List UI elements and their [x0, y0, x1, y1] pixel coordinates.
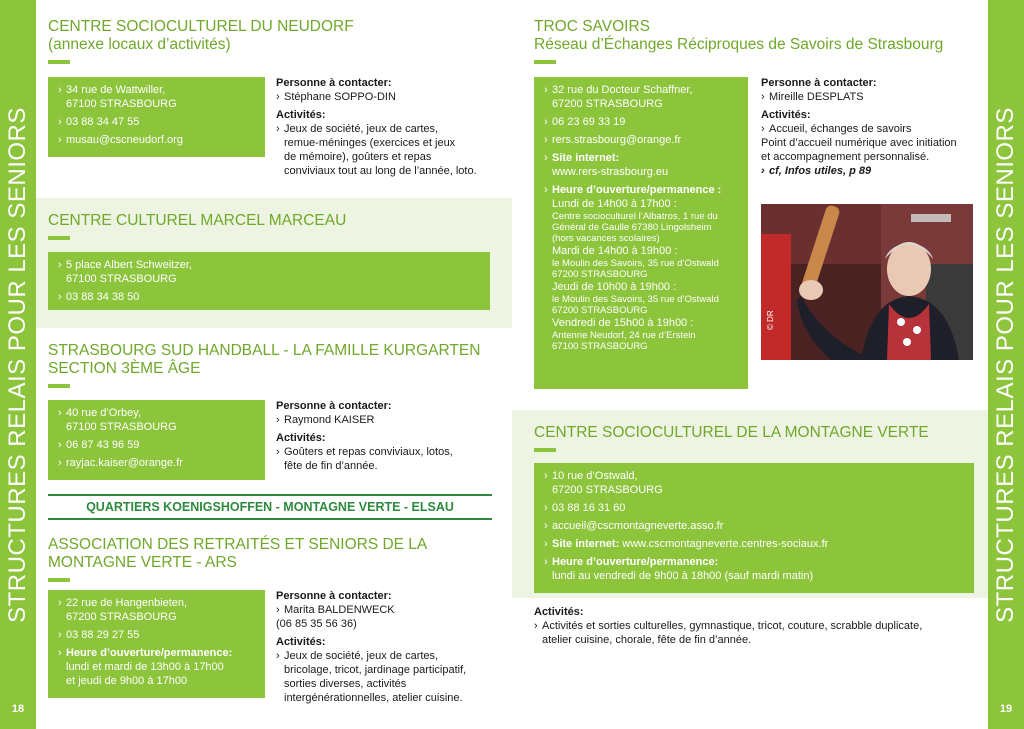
neudorf-address: › 34 rue de Wattwiller, 67100 STRASBOURG	[58, 83, 257, 111]
troc-activities-label: Activités:	[761, 109, 811, 121]
neudorf-activity-line: › Jeux de société, jeux de cartes,	[276, 122, 506, 136]
ars-activity-line: intergénérationnelles, atelier cuisine.	[284, 692, 463, 704]
montagne-web-label: Site internet:	[552, 538, 620, 550]
ars-hours: › Heure d’ouverture/permanence: lundi et mardi de 13h00 à 17h00 et jeudi de 9h00 à 17h00	[58, 646, 257, 688]
troc-title-line2: Réseau d’Échanges Réciproques de Savoirs de Strasbourg	[534, 36, 944, 53]
district-banner: QUARTIERS KOENIGSHOFFEN - MONTAGNE VERTE - ELSAU	[48, 494, 492, 520]
senior-woman-photo	[761, 204, 973, 360]
montagne-activity-line: atelier cuisine, chorale, fête de fin d’année.	[542, 634, 752, 646]
marceau-contact-box	[48, 252, 490, 310]
troc-hours-label: › Heure d’ouverture/permanence :	[552, 184, 722, 196]
montagne-activities-label: Activités:	[534, 606, 584, 618]
neudorf-activity-line: remue-méninges (exercices et jeux	[284, 137, 456, 149]
neudorf-title	[48, 18, 354, 54]
ars-title-line2: MONTAGNE VERTE - ARS	[48, 554, 237, 571]
handball-contact-box	[48, 400, 265, 480]
troc-note: Point d’accueil numérique avec initiation	[761, 137, 957, 149]
ars-title	[48, 536, 427, 572]
neudorf-activity-line: conviviaux tout au long de l’année, loto.	[284, 165, 477, 177]
handball-contact-label: Personne à contacter:	[276, 400, 392, 412]
ars-contact-box	[48, 590, 265, 698]
troc-slot-place: Général de Gaulle 67380 Lingolsheim	[552, 222, 712, 233]
neudorf-contact-box	[48, 77, 265, 157]
marceau-title: CENTRE CULTUREL MARCEL MARCEAU	[48, 212, 347, 229]
page-number-right: 19	[999, 703, 1013, 715]
right-side-band	[988, 0, 1024, 729]
ars-info	[276, 589, 506, 705]
troc-address: › 32 rue du Docteur Schaffner, 67200 STRASBOURG	[544, 83, 740, 111]
troc-slot-day: Mardi de 14h00 à 19h00 :	[552, 245, 678, 257]
montagne-activities	[534, 605, 974, 647]
handball-address: › 40 rue d’Orbey, 67100 STRASBOURG	[58, 406, 257, 434]
troc-web-link[interactable]: www.rers-strasbourg.eu	[552, 166, 669, 178]
neudorf-title-line2: (annexe locaux d’activités)	[48, 36, 231, 53]
ars-phone: › 03 88 29 27 55	[58, 628, 257, 642]
montagne-web-link[interactable]: www.cscmontagneverte.centres-sociaux.fr	[622, 538, 829, 550]
neudorf-phone: › 03 88 34 47 55	[58, 115, 257, 129]
neudorf-underline	[48, 60, 70, 64]
montagne-website	[544, 537, 966, 551]
troc-contact-box	[534, 77, 748, 389]
handball-activities-label: Activités:	[276, 432, 326, 444]
ars-activity-line: › Jeux de société, jeux de cartes,	[276, 649, 506, 663]
ars-contact-label: Personne à contacter:	[276, 590, 392, 602]
ars-activities-label: Activités:	[276, 636, 326, 648]
handball-title-line1: STRASBOURG SUD HANDBALL - LA FAMILLE KURGARTEN	[48, 342, 481, 359]
troc-underline	[534, 60, 556, 64]
page-number-left: 18	[11, 703, 25, 715]
troc-slot-day: Lundi de 14h00 à 17h00 :	[552, 198, 677, 210]
troc-slot-place: Centre socioculturel l’Albatros, 1 rue du	[552, 211, 718, 222]
handball-info	[276, 399, 506, 473]
troc-email-link[interactable]: › rers.strasbourg@orange.fr	[544, 133, 740, 147]
troc-web-label: › Site internet:	[552, 152, 620, 164]
troc-slot-place: le Moulin des Savoirs, 35 rue d’Ostwald	[552, 258, 719, 269]
marceau-phone: › 03 88 34 38 50	[58, 290, 482, 304]
handball-title	[48, 342, 480, 378]
troc-hours	[544, 183, 740, 352]
ars-hours-label: › Heure d’ouverture/permanence:	[66, 647, 233, 659]
ars-activity-line: bricolage, tricot, jardinage participatif,	[284, 664, 467, 676]
troc-website	[544, 151, 740, 179]
troc-contact-name: › Mireille DESPLATS	[761, 90, 976, 104]
handball-email-link[interactable]: › rayjac.kaiser@orange.fr	[58, 456, 257, 470]
ars-contact-phone: (06 85 35 56 36)	[276, 618, 357, 630]
montagne-phone: › 03 88 16 31 60	[544, 501, 966, 515]
troc-title-line1: TROC SAVOIRS	[534, 18, 650, 35]
handball-title-line2: SECTION 3ÈME ÂGE	[48, 360, 201, 377]
troc-slot-place: 67100 STRASBOURG	[552, 341, 648, 352]
troc-info	[761, 76, 976, 178]
troc-contact-label: Personne à contacter:	[761, 77, 877, 89]
neudorf-email-link[interactable]: › musau@cscneudorf.org	[58, 133, 257, 147]
ars-contact-name: › Marita BALDENWECK	[276, 603, 506, 617]
handball-activity-line: › Goûters et repas conviviaux, lotos,	[276, 445, 506, 459]
troc-slot-place: 67200 STRASBOURG	[552, 269, 648, 280]
handball-underline	[48, 384, 70, 388]
troc-reference: › cf, Infos utiles, p 89	[761, 164, 976, 178]
troc-slot-day: Jeudi de 10h00 à 19h00 :	[552, 281, 677, 293]
ars-activity-line: sorties diverses, activités	[284, 678, 407, 690]
troc-title	[534, 18, 943, 54]
neudorf-activity-line: de mémoire), goûters et repas	[284, 151, 432, 163]
marceau-underline	[48, 236, 70, 240]
neudorf-title-line1: CENTRE SOCIOCULTUREL DU NEUDORF	[48, 18, 354, 35]
neudorf-contact-label: Personne à contacter:	[276, 77, 392, 89]
montagne-address: › 10 rue d’Ostwald, 67200 STRASBOURG	[544, 469, 966, 497]
handball-activity-line: fête de fin d’année.	[284, 460, 378, 472]
troc-slot-place: (hors vacances scolaires)	[552, 233, 660, 244]
troc-slot-day: Vendredi de 15h00 à 19h00 :	[552, 317, 694, 329]
side-title-left: STRUCTURES RELAIS POUR LES SENIORS	[4, 106, 31, 623]
montagne-activity-line: › Activités et sorties culturelles, gymnastique, tricot, couture, scrabble duplicate,	[534, 619, 974, 633]
ars-title-line1: ASSOCIATION DES RETRAITÉS ET SENIORS DE LA	[48, 536, 428, 553]
ars-address: › 22 rue de Hangenbieten, 67200 STRASBOURG	[58, 596, 257, 624]
photo-credit: © DR	[766, 310, 775, 330]
troc-slot-place: Antenne Neudorf, 24 rue d’Erstein	[552, 330, 696, 341]
troc-slot-place: 67200 STRASBOURG	[552, 305, 648, 316]
troc-phone: › 06 23 69 33 19	[544, 115, 740, 129]
montagne-email-link[interactable]: › accueil@cscmontagneverte.asso.fr	[544, 519, 966, 533]
neudorf-contact-name: › Stéphane SOPPO-DIN	[276, 90, 506, 104]
neudorf-activities-label: Activités:	[276, 109, 326, 121]
photo-illustration	[761, 204, 973, 360]
left-side-band	[0, 0, 36, 729]
montagne-underline	[534, 448, 556, 452]
handball-contact-name: › Raymond KAISER	[276, 413, 506, 427]
troc-slot-place: le Moulin des Savoirs, 35 rue d’Ostwald	[552, 294, 719, 305]
marceau-address: › 5 place Albert Schweitzer, 67100 STRASBOURG	[58, 258, 482, 286]
handball-phone: › 06 87 43 96 59	[58, 438, 257, 452]
montagne-title: CENTRE SOCIOCULTUREL DE LA MONTAGNE VERTE	[534, 424, 929, 441]
montagne-contact-box	[534, 463, 974, 593]
neudorf-info	[276, 76, 506, 178]
montagne-hours: › Heure d’ouverture/permanence: lundi au vendredi de 9h00 à 18h00 (sauf mardi matin)	[544, 555, 966, 583]
side-title-right: STRUCTURES RELAIS POUR LES SENIORS	[992, 106, 1019, 623]
troc-activities: › Accueil, échanges de savoirs	[761, 122, 976, 136]
ars-underline	[48, 578, 70, 582]
montagne-hours-label: › Heure d’ouverture/permanence:	[552, 556, 719, 568]
troc-note: et accompagnement personnalisé.	[761, 151, 930, 163]
